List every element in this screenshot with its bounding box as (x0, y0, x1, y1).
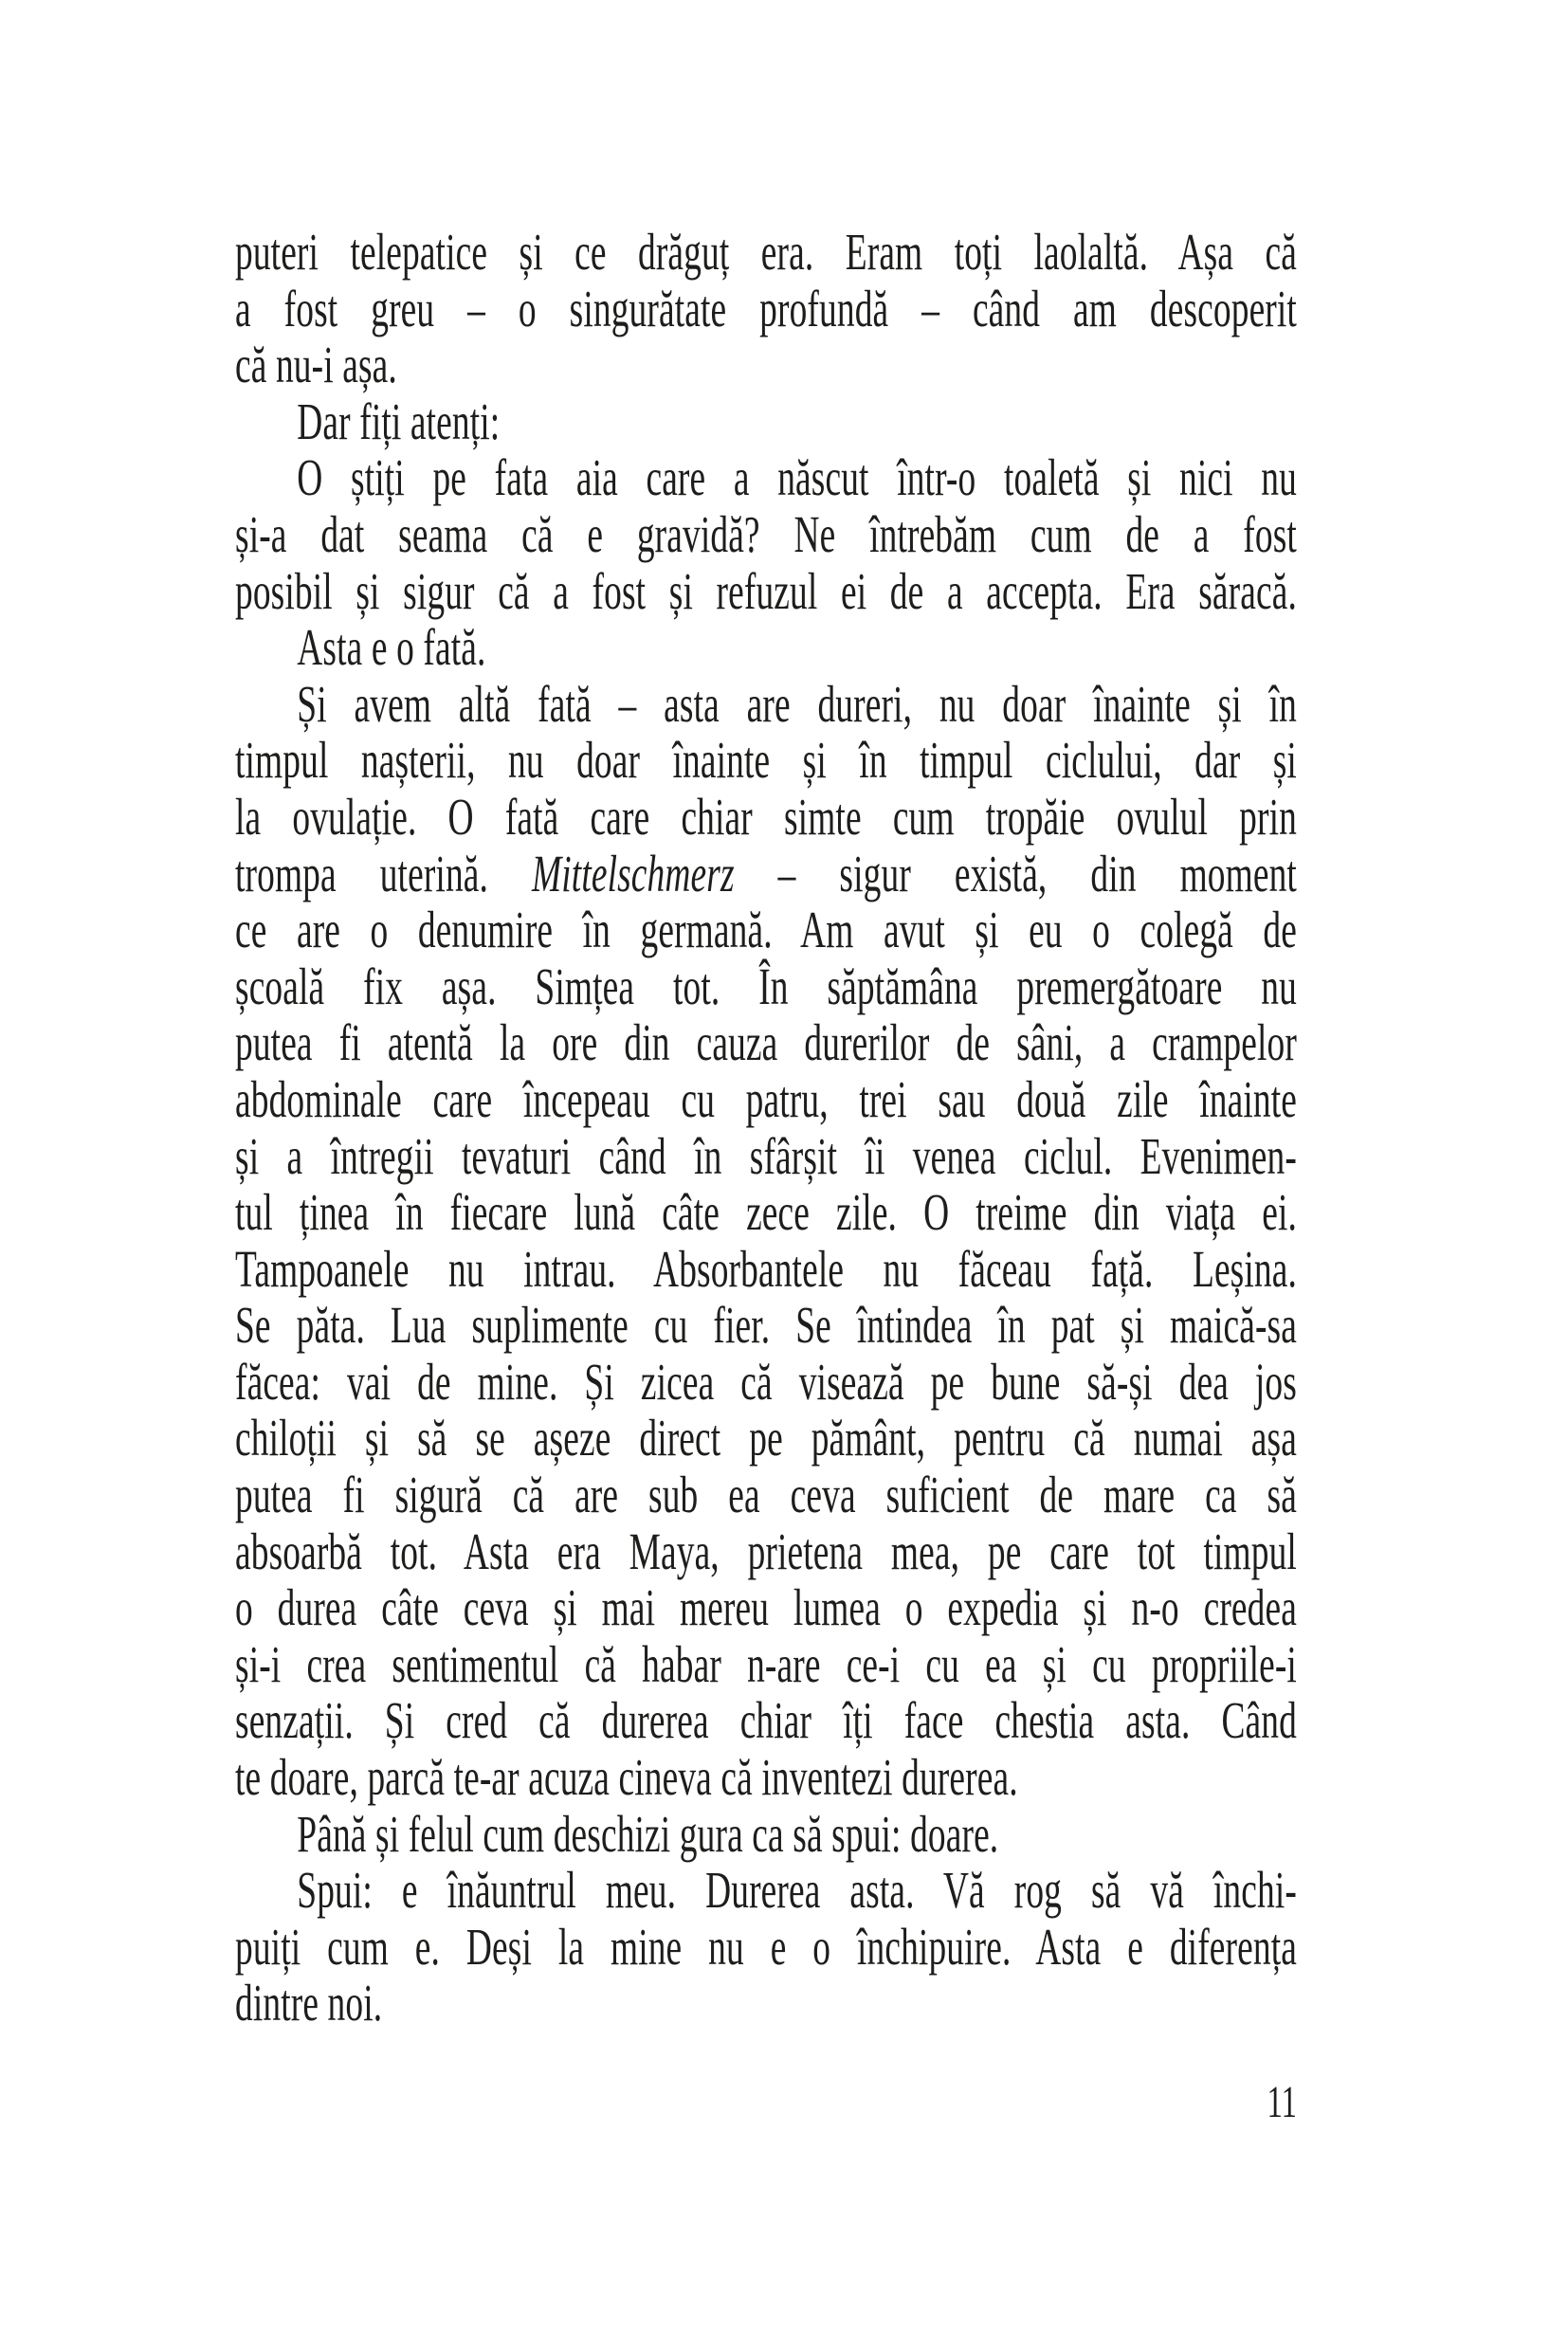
text-run: Asta e o fată. (297, 618, 486, 677)
text-run: putea fi sigură că are sub ea ceva suficient de mare ca să (235, 1466, 1297, 1524)
text-run: Spui: e înăuntrul meu. Durerea asta. Vă rog să vă închi- (297, 1861, 1297, 1920)
text-line (235, 958, 1297, 1015)
text-run: dintre noi. (235, 1974, 383, 2032)
text-line (235, 732, 1297, 789)
text-run: Și avem altă fată – asta are dureri, nu doar înainte și în (297, 674, 1297, 733)
text-run: Până și felul cum deschizi gura ca să spui: doare. (297, 1804, 999, 1863)
text-line (235, 1636, 1297, 1693)
text-run: absoarbă tot. Asta era Maya, prietena mea, pe care tot timpul (235, 1522, 1297, 1580)
text-run: abdominale care începeau cu patru, trei sau două zile înainte (235, 1069, 1297, 1128)
text-run: te doare, parcă te-ar acuza cineva că inventezi durerea. (235, 1748, 1018, 1807)
text-line (235, 1975, 1297, 2032)
text-run: școală fix așa. Simțea tot. În săptămâna premergătoare nu (235, 957, 1297, 1015)
text-line (235, 1354, 1297, 1411)
text-line (235, 1467, 1297, 1523)
text-run: senzații. Și cred că durerea chiar îți face chestia asta. Când (235, 1691, 1297, 1750)
text-run: ce are o denumire în germană. Am avut și eu o colegă de (235, 901, 1297, 959)
text-run: la ovulație. O fată care chiar simte cum tropăie ovulul prin (235, 787, 1297, 846)
text-line (235, 1410, 1297, 1467)
text-run: tul ținea în fiecare lună câte zece zile. O treime din viața ei. (235, 1183, 1297, 1242)
text-run: o durea câte ceva și mai mereu lumea o expedia și n-o credea (235, 1578, 1297, 1637)
text-run: a fost greu – o singurătate profundă – când am descoperit (235, 279, 1297, 337)
text-run: putea fi atentă la ore din cauza durerilor de sâni, a crampelor (235, 1013, 1297, 1072)
text-line (235, 563, 1297, 620)
text-line (235, 449, 1297, 506)
text-run: Tampoanele nu intrau. Absorbantele nu făceau față. Leșina. (235, 1239, 1297, 1298)
italic-text-run: Mittelschmerz (531, 844, 735, 902)
text-run: făcea: vai de mine. Și zicea că visează pe bune să-și dea jos (235, 1352, 1297, 1411)
text-line (235, 1806, 1297, 1863)
text-run: Se păta. Lua suplimente cu fier. Se întindea în pat și maică-sa (235, 1296, 1297, 1355)
text-line (235, 1579, 1297, 1636)
text-line (235, 1297, 1297, 1354)
text-run: puiți cum e. Deși la mine nu e o închipuire. Asta e diferența (235, 1917, 1297, 1976)
text-line (235, 224, 1297, 281)
text-line (235, 1919, 1297, 1976)
text-run: și-a dat seama că e gravidă? Ne întrebăm cum de a fost (235, 504, 1297, 563)
page-number: 11 (1267, 2077, 1297, 2127)
text-line (235, 281, 1297, 337)
text-run: posibil și sigur că a fost și refuzul ei de a accepta. Era săracă. (235, 561, 1297, 620)
text-line (235, 1014, 1297, 1071)
text-run: trompa uterină. (235, 844, 532, 902)
text-line (235, 846, 1297, 902)
text-line (235, 1241, 1297, 1298)
text-line (235, 337, 1297, 393)
text-run: Dar fiți atenți: (297, 392, 501, 450)
text-line (235, 1523, 1297, 1580)
text-line (235, 619, 1297, 676)
text-line (235, 1749, 1297, 1806)
body-text (235, 224, 1297, 2032)
text-line (235, 902, 1297, 958)
text-line (235, 1184, 1297, 1241)
text-run: chiloții și să se așeze direct pe pământ, pentru că numai așa (235, 1409, 1297, 1467)
text-run: că nu-i așa. (235, 336, 397, 394)
text-line (235, 506, 1297, 563)
text-line (235, 676, 1297, 733)
text-line (235, 1862, 1297, 1919)
text-run: timpul nașterii, nu doar înainte și în timpul ciclului, dar și (235, 731, 1297, 790)
text-line (235, 789, 1297, 846)
text-line (235, 1692, 1297, 1749)
text-line (235, 393, 1297, 450)
text-run: – sigur există, din moment (734, 844, 1297, 902)
text-run: puteri telepatice și ce drăguț era. Eram toți laolaltă. Așa că (235, 223, 1297, 281)
text-run: O știți pe fata aia care a născut într-o toaletă și nici nu (297, 448, 1297, 507)
text-run: și-i crea sentimentul că habar n-are ce-i cu ea și cu propriile-i (235, 1634, 1297, 1693)
text-run: și a întregii tevaturi când în sfârșit îi venea ciclul. Evenimen- (235, 1126, 1297, 1185)
text-line (235, 1071, 1297, 1128)
text-line (235, 1128, 1297, 1185)
